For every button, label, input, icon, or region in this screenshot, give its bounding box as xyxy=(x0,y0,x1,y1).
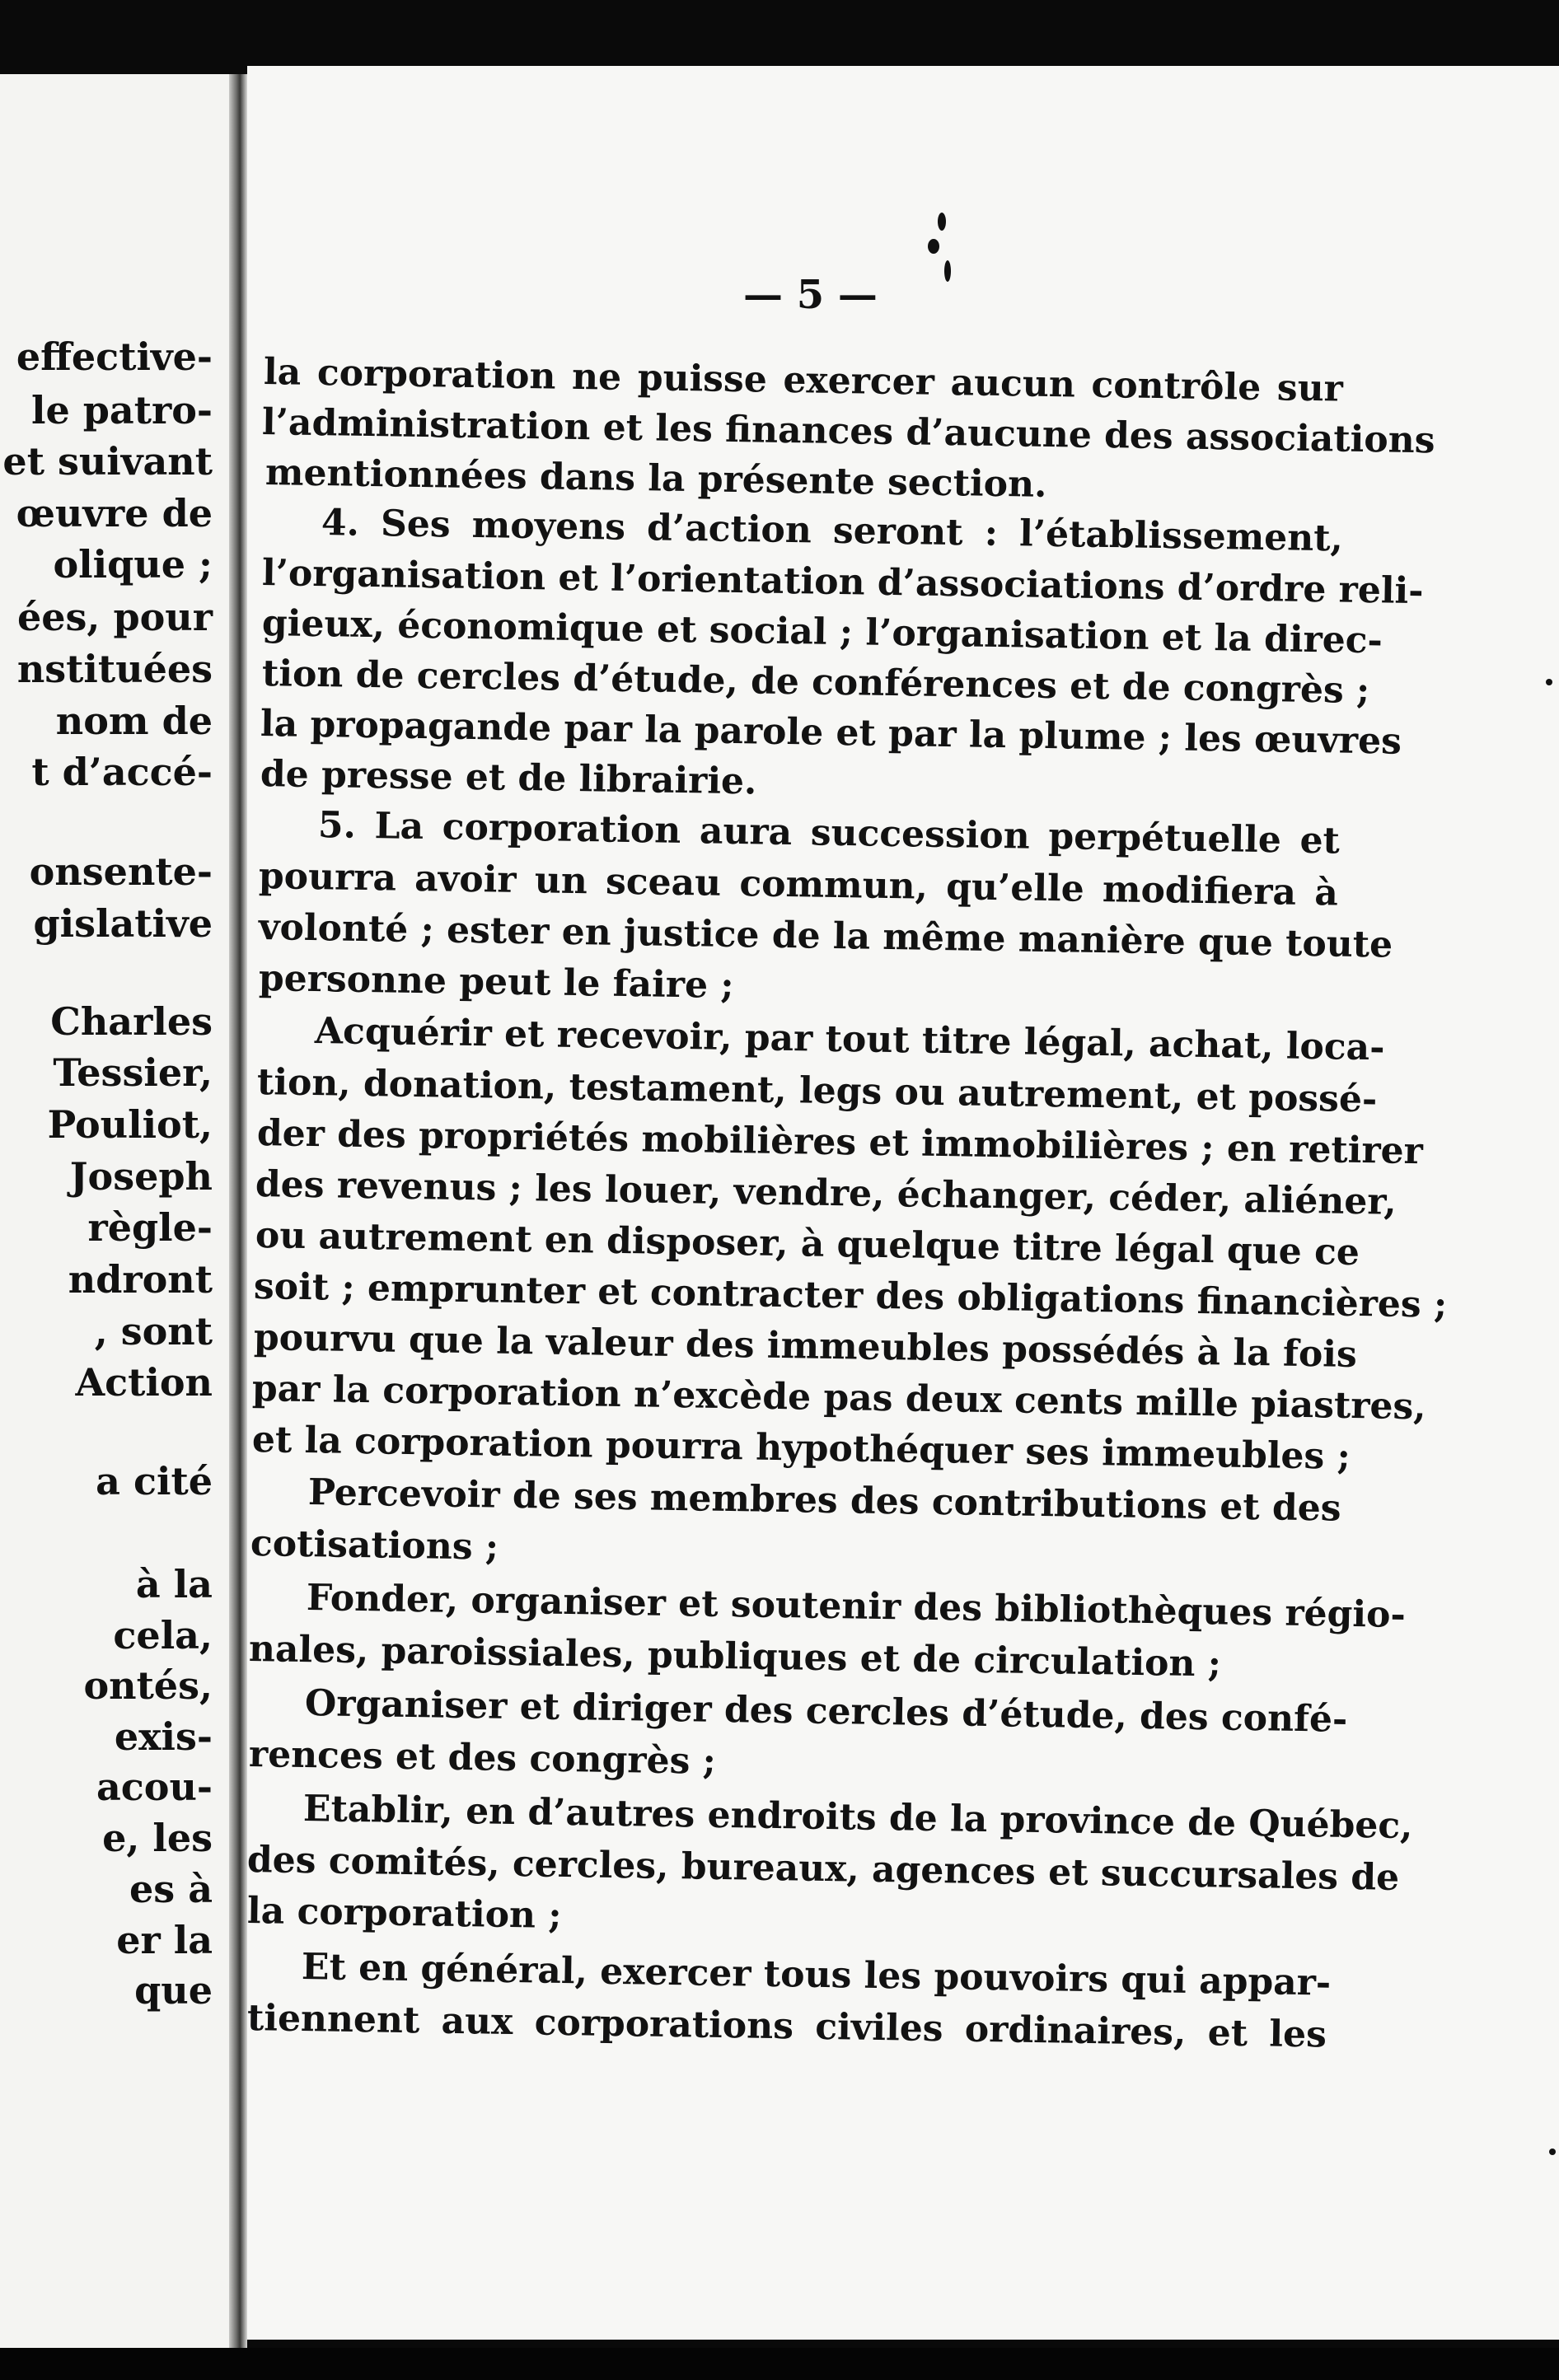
body-text xyxy=(247,66,1559,2340)
text-line: des revenus ; les louer, vendre, échanger, céder, aliéner, xyxy=(255,1163,1397,1223)
text-line: des comités, cercles, bureaux, agences et succursales de xyxy=(247,1839,1400,1899)
left-line: t d’accé- xyxy=(31,750,213,794)
text-line: tion, donation, testament, legs ou autrement, et possé- xyxy=(256,1061,1378,1121)
left-line: œuvre de xyxy=(16,491,213,535)
left-line: er la xyxy=(116,1918,213,1962)
right-page xyxy=(247,66,1559,2340)
left-line: Charles xyxy=(50,999,213,1044)
left-line: acou- xyxy=(96,1765,213,1809)
left-line: ées, pour xyxy=(17,595,213,639)
text-line: cotisations ; xyxy=(250,1522,499,1569)
text-line: Percevoir de ses membres des contributions et des xyxy=(307,1471,1341,1530)
left-line: nstituées xyxy=(16,647,213,691)
left-line: Joseph xyxy=(69,1154,213,1199)
text-line: la corporation ne puisse exercer aucun contrôle sur xyxy=(263,351,1344,410)
text-line: ou autrement en disposer, à quelque titre légal que ce xyxy=(255,1214,1360,1274)
left-line: ontés, xyxy=(83,1663,213,1708)
text-line: Acquérir et recevoir, par tout titre légal, achat, loca- xyxy=(314,1010,1385,1069)
book-gutter xyxy=(229,74,247,2348)
text-line: nales, paroissiales, publiques et de circulation ; xyxy=(248,1628,1222,1686)
text-line: tiennent aux corporations civiles ordinaires, et les xyxy=(247,1997,1327,2056)
left-line: règle- xyxy=(87,1205,213,1250)
left-line: nom de xyxy=(55,699,213,743)
left-line: onsente- xyxy=(29,849,213,894)
left-page-fragment xyxy=(0,74,229,2348)
left-line: cela, xyxy=(113,1613,213,1658)
text-line: mentionnées dans la présente section. xyxy=(265,451,1047,506)
page-number: — 5 — xyxy=(743,272,878,318)
left-line: es à xyxy=(129,1867,213,1911)
text-line: Etablir, en d’autres endroits de la province de Québec, xyxy=(302,1788,1413,1848)
text-line: Fonder, organiser et soutenir des bibliothèques régio- xyxy=(306,1577,1407,1636)
left-line: et suivant xyxy=(2,439,213,484)
text-line: der des propriétés mobilières et immobilières ; en retirer xyxy=(256,1112,1424,1173)
ink-speck xyxy=(938,213,946,231)
text-line: Organiser et diriger des cercles d’étude, des confé- xyxy=(304,1682,1348,1741)
text-line: tion de cercles d’étude, de conférences et de congrès ; xyxy=(261,652,1370,713)
text-line: l’organisation et l’orientation d’associations d’ordre reli- xyxy=(261,552,1424,613)
text-line: de presse et de librairie. xyxy=(260,753,757,803)
left-line: e, les xyxy=(102,1816,213,1860)
text-line: 4. Ses moyens d’action seront : l’établissement, xyxy=(321,502,1344,560)
left-line: , sont xyxy=(94,1309,213,1354)
text-line: l’administration et les finances d’aucune des associations xyxy=(261,401,1435,462)
text-line: pourra avoir un sceau commun, qu’elle modifiera à xyxy=(258,855,1339,914)
text-line: et la corporation pourra hypothéquer ses immeubles ; xyxy=(251,1419,1351,1478)
scan-bottom-edge xyxy=(0,2348,1559,2380)
ink-speck xyxy=(1549,2149,1556,2155)
text-line: 5. La corporation aura succession perpétuelle et xyxy=(317,804,1341,863)
left-line: le patro- xyxy=(31,388,213,433)
left-line: effective- xyxy=(16,334,213,379)
left-line: Action xyxy=(75,1360,213,1405)
left-line: à la xyxy=(135,1562,213,1606)
ink-speck xyxy=(928,239,939,254)
text-line: soit ; emprunter et contracter des obligations financières ; xyxy=(253,1265,1448,1326)
ink-speck xyxy=(1546,679,1552,685)
text-line: rences et des congrès ; xyxy=(248,1733,717,1783)
left-line: gislative xyxy=(33,901,213,946)
text-line: la corporation ; xyxy=(247,1890,562,1937)
text-line: gieux, économique et social ; l’organisation et la direc- xyxy=(261,602,1383,662)
left-line: Tessier, xyxy=(53,1050,213,1095)
text-line: Et en général, exercer tous les pouvoirs qui appar- xyxy=(301,1946,1332,2004)
text-line: pourvu que la valeur des immeubles possédés à la fois xyxy=(253,1316,1358,1377)
text-line: personne peut le faire ; xyxy=(258,957,735,1008)
left-line: ndront xyxy=(68,1257,213,1302)
left-line: exis- xyxy=(114,1714,213,1759)
left-line: que xyxy=(134,1968,213,2013)
text-line: la propagande par la parole et par la plume ; les œuvres xyxy=(260,703,1402,763)
ink-speck xyxy=(944,260,951,282)
left-line: Pouliot, xyxy=(47,1102,213,1147)
text-line: volonté ; ester en justice de la même manière que toute xyxy=(258,906,1393,966)
left-line: a cité xyxy=(96,1459,213,1503)
left-line: olique ; xyxy=(53,542,213,587)
text-line: par la corporation n’excède pas deux cents mille piastres, xyxy=(251,1368,1426,1428)
